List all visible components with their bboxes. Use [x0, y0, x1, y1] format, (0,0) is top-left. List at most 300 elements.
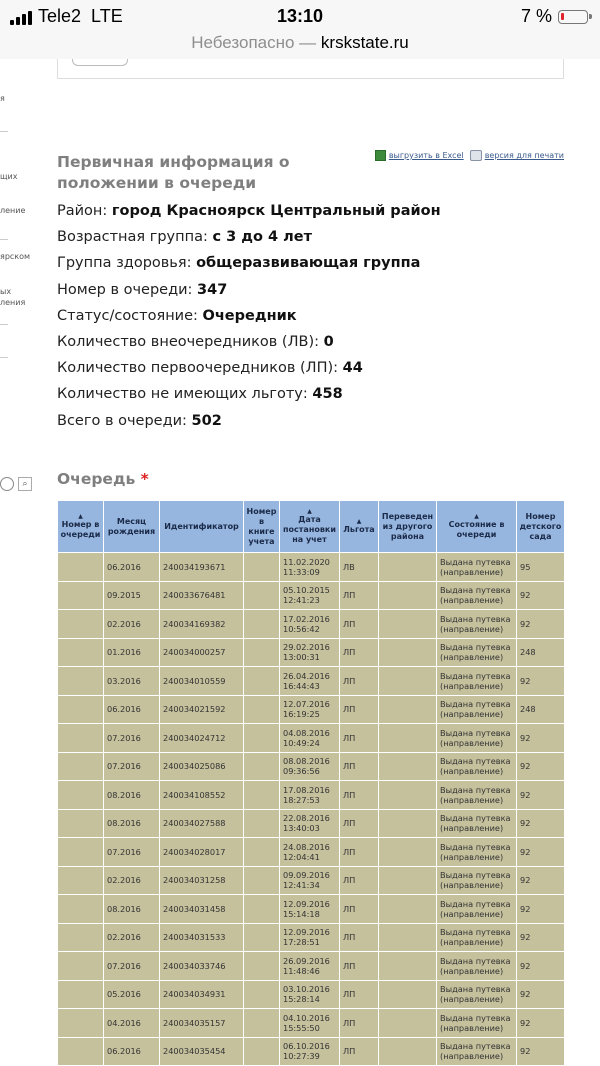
identifier-cell: 240034034931: [160, 980, 244, 1009]
kindergarten-number-cell: 248: [517, 638, 565, 667]
identifier-cell: 240034000257: [160, 638, 244, 667]
identifier-cell: 240034021592: [160, 695, 244, 724]
benefit-cell: ЛП: [340, 866, 379, 895]
column-header-label: Номер в очереди: [60, 519, 101, 539]
export-excel-label: выгрузить в Excel: [388, 151, 464, 160]
column-header: [244, 501, 280, 553]
queue-state-cell-line: Выдана путевка: [440, 670, 511, 681]
birth-month-cell: 05.2016: [104, 980, 160, 1009]
queue-number-cell: [58, 638, 104, 667]
registration-date-cell-line: 16:19:25: [283, 709, 320, 720]
queue-state-cell-line: Выдана путевка: [440, 984, 511, 995]
queue-state-cell: [437, 638, 517, 667]
queue-state-cell: [437, 866, 517, 895]
table-row: [58, 1037, 565, 1066]
queue-state-cell-line: (направление): [440, 680, 504, 691]
registration-date-cell-line: 12:41:34: [283, 880, 320, 891]
benefit-cell: ЛП: [340, 695, 379, 724]
table-body: [58, 553, 565, 1066]
registration-date-cell-line: 11:48:46: [283, 965, 320, 976]
sidebar-fragment[interactable]: ярском: [0, 252, 31, 261]
queue-state-cell: [437, 952, 517, 981]
info-value: с 3 до 4 лет: [212, 229, 312, 246]
column-header: [517, 501, 565, 553]
registration-date-cell-line: 12:04:41: [283, 851, 320, 862]
identifier-cell: 240034193671: [160, 553, 244, 582]
transferred-cell: [379, 781, 437, 810]
sidebar-divider: [0, 239, 8, 240]
url-host: krskstate.ru: [320, 33, 409, 52]
registration-date-cell-line: 18:27:53: [283, 794, 320, 805]
identifier-cell: 240034108552: [160, 781, 244, 810]
info-label: Номер в очереди:: [57, 281, 198, 298]
queue-number-cell: [58, 923, 104, 952]
book-number-cell: [244, 695, 280, 724]
table-row: [58, 553, 565, 582]
benefit-cell: ЛП: [340, 581, 379, 610]
registration-date-cell-line: 10:56:42: [283, 623, 320, 634]
info-label: Количество не имеющих льготу:: [57, 386, 313, 403]
identifier-cell: 240034010559: [160, 667, 244, 696]
benefit-cell: ЛП: [340, 1037, 379, 1066]
book-number-cell: [244, 809, 280, 838]
queue-number-cell: [58, 1037, 104, 1066]
registration-date-cell-line: 26.09.2016: [283, 955, 330, 966]
identifier-cell: 240034028017: [160, 838, 244, 867]
birth-month-cell: 07.2016: [104, 724, 160, 753]
book-number-cell: [244, 1037, 280, 1066]
book-number-cell: [244, 923, 280, 952]
sidebar-divider: [0, 357, 8, 358]
registration-date-cell-line: 05.10.2015: [283, 585, 330, 596]
registration-date-cell-line: 11:33:09: [283, 566, 320, 577]
queue-state-cell-line: Выдана путевка: [440, 898, 511, 909]
identifier-cell: 240034035157: [160, 1009, 244, 1038]
queue-state-cell-line: (направление): [440, 766, 504, 777]
circle-button[interactable]: [0, 477, 14, 491]
registration-date-cell: [280, 553, 340, 582]
sidebar-fragment[interactable]: ых: [0, 287, 12, 296]
info-value: 44: [342, 360, 363, 377]
page-title: Первичная информация о положении в очереди: [57, 153, 290, 192]
queue-state-cell-line: Выдана путевка: [440, 585, 511, 596]
registration-date-cell-line: 29.02.2016: [283, 642, 330, 653]
book-number-cell: [244, 553, 280, 582]
registration-date-cell-line: 15:14:18: [283, 908, 320, 919]
benefit-cell: ЛП: [340, 952, 379, 981]
column-header: [160, 501, 244, 553]
info-value: 502: [191, 412, 222, 429]
benefit-cell: ЛП: [340, 724, 379, 753]
column-header-label: Номер детского сада: [519, 511, 562, 541]
kindergarten-number-cell: 92: [517, 838, 565, 867]
birth-month-cell: 06.2016: [104, 1037, 160, 1066]
registration-date-cell-line: 08.08.2016: [283, 756, 330, 767]
birth-month-cell: 02.2016: [104, 923, 160, 952]
queue-state-cell-line: (направление): [440, 1051, 504, 1062]
table-header-row: [58, 501, 565, 553]
registration-date-cell-line: 22.08.2016: [283, 813, 330, 824]
column-header[interactable]: [340, 501, 379, 553]
book-number-cell: [244, 980, 280, 1009]
transferred-cell: [379, 980, 437, 1009]
queue-number-cell: [58, 952, 104, 981]
queue-state-cell: [437, 752, 517, 781]
benefit-cell: ЛП: [340, 610, 379, 639]
identifier-cell: 240033676481: [160, 581, 244, 610]
kindergarten-number-cell: 92: [517, 752, 565, 781]
queue-state-cell-line: Выдана путевка: [440, 642, 511, 653]
registration-date-cell: [280, 866, 340, 895]
queue-number-cell: [58, 781, 104, 810]
identifier-cell: 240034027588: [160, 809, 244, 838]
info-age-group: [57, 229, 577, 255]
transferred-cell: [379, 695, 437, 724]
registration-date-cell-line: 04.10.2016: [283, 1012, 330, 1023]
queue-number-cell: [58, 838, 104, 867]
info-queue-number: [57, 282, 577, 308]
print-version-link[interactable]: [470, 150, 564, 161]
registration-date-cell-line: 12.07.2016: [283, 699, 330, 710]
registration-date-cell-line: 09.09.2016: [283, 870, 330, 881]
table-row: [58, 752, 565, 781]
table-row: [58, 866, 565, 895]
birth-month-cell: 07.2016: [104, 752, 160, 781]
transferred-cell: [379, 923, 437, 952]
transferred-cell: [379, 553, 437, 582]
queue-state-cell: [437, 838, 517, 867]
registration-date-cell-line: 24.08.2016: [283, 841, 330, 852]
kindergarten-number-cell: 92: [517, 610, 565, 639]
birth-month-cell: 03.2016: [104, 667, 160, 696]
queue-state-cell: [437, 895, 517, 924]
queue-title: [57, 470, 149, 488]
queue-state-cell-line: Выдана путевка: [440, 756, 511, 767]
table-row: [58, 838, 565, 867]
queue-state-cell: [437, 809, 517, 838]
queue-state-cell-line: (направление): [440, 566, 504, 577]
queue-state-cell: [437, 581, 517, 610]
column-header[interactable]: [437, 501, 517, 553]
queue-state-cell-line: Выдана путевка: [440, 727, 511, 738]
book-number-cell: [244, 724, 280, 753]
benefit-cell: ЛП: [340, 638, 379, 667]
registration-date-cell-line: 11.02.2020: [283, 556, 330, 567]
kindergarten-number-cell: 92: [517, 781, 565, 810]
column-header-label: Льгота: [343, 524, 375, 534]
registration-date-cell-line: 17.08.2016: [283, 784, 330, 795]
registration-date-cell: [280, 952, 340, 981]
birth-month-cell: 06.2016: [104, 695, 160, 724]
column-header: [379, 501, 437, 553]
identifier-cell: 240034024712: [160, 724, 244, 753]
registration-date-cell: [280, 1009, 340, 1038]
registration-date-cell: [280, 752, 340, 781]
sort-arrow-icon[interactable]: ▲: [78, 512, 83, 520]
queue-number-cell: [58, 581, 104, 610]
registration-date-cell-line: 03.10.2016: [283, 984, 330, 995]
birth-month-cell: 01.2016: [104, 638, 160, 667]
identifier-cell: 240034031258: [160, 866, 244, 895]
queue-number-cell: [58, 752, 104, 781]
queue-state-cell-line: (направление): [440, 937, 504, 948]
table-row: [58, 895, 565, 924]
sort-arrow-icon[interactable]: ▲: [356, 517, 362, 525]
registration-date-cell-line: 10:49:24: [283, 737, 320, 748]
info-label: Район:: [57, 203, 112, 219]
book-number-cell: [244, 781, 280, 810]
benefit-cell: ЛП: [340, 667, 379, 696]
benefit-cell: ЛП: [340, 1009, 379, 1038]
info-label: Количество внеочередников (ЛВ):: [57, 333, 324, 350]
registration-date-cell: [280, 923, 340, 952]
benefit-cell: ЛП: [340, 838, 379, 867]
birth-month-cell: 09.2015: [104, 581, 160, 610]
table-row: [58, 581, 565, 610]
book-number-cell: [244, 581, 280, 610]
registration-date-cell: [280, 610, 340, 639]
birth-month-cell: 08.2016: [104, 781, 160, 810]
transferred-cell: [379, 638, 437, 667]
queue-state-cell-line: (направление): [440, 623, 504, 634]
sidebar-fragment[interactable]: ления: [0, 298, 26, 307]
birth-month-cell: 08.2016: [104, 895, 160, 924]
info-value: 0: [323, 333, 334, 350]
identifier-cell: 240034031533: [160, 923, 244, 952]
queue-table: [57, 500, 565, 1066]
column-header-label: Месяц рождения: [107, 516, 156, 536]
birth-month-cell: 07.2016: [104, 838, 160, 867]
transferred-cell: [379, 1009, 437, 1038]
queue-state-cell: [437, 610, 517, 639]
sidebar-fragment[interactable]: ление: [0, 206, 26, 215]
status-right: [521, 6, 588, 27]
queue-number-cell: [58, 667, 104, 696]
book-number-cell: [244, 952, 280, 981]
required-mark: *: [140, 470, 149, 488]
registration-date-cell: [280, 667, 340, 696]
registration-date-cell-line: 15:28:14: [283, 994, 320, 1005]
table-row: [58, 638, 565, 667]
benefit-cell: ЛП: [340, 895, 379, 924]
clock: 13:10: [276, 6, 324, 26]
registration-date-cell: [280, 695, 340, 724]
queue-state-cell-line: (направление): [440, 965, 504, 976]
identifier-cell: 240034031458: [160, 895, 244, 924]
table-row: [58, 980, 565, 1009]
benefit-cell: ЛП: [340, 781, 379, 810]
info-value: 347: [197, 281, 228, 298]
registration-date-cell-line: 12.09.2016: [283, 898, 330, 909]
registration-date-cell-line: 26.04.2016: [283, 670, 330, 681]
registration-date-cell-line: 04.08.2016: [283, 727, 330, 738]
queue-state-cell: [437, 980, 517, 1009]
search-icon[interactable]: ⌕: [18, 477, 32, 491]
transferred-cell: [379, 866, 437, 895]
kindergarten-number-cell: 92: [517, 923, 565, 952]
column-header-label: Идентификатор: [164, 521, 239, 531]
top-panel: [57, 59, 564, 79]
identifier-cell: 240034033746: [160, 952, 244, 981]
queue-number-cell: [58, 695, 104, 724]
transferred-cell: [379, 1037, 437, 1066]
queue-state-cell-line: Выдана путевка: [440, 841, 511, 852]
birth-month-cell: 04.2016: [104, 1009, 160, 1038]
queue-state-cell: [437, 1037, 517, 1066]
book-number-cell: [244, 667, 280, 696]
registration-date-cell: [280, 809, 340, 838]
book-number-cell: [244, 638, 280, 667]
queue-state-cell-line: Выдана путевка: [440, 955, 511, 966]
identifier-cell: 240034035454: [160, 1037, 244, 1066]
registration-date-cell: [280, 781, 340, 810]
kindergarten-number-cell: 95: [517, 553, 565, 582]
kindergarten-number-cell: 92: [517, 895, 565, 924]
registration-date-cell-line: 13:00:31: [283, 652, 320, 663]
battery-icon: [558, 10, 588, 24]
queue-number-cell: [58, 1009, 104, 1038]
kindergarten-number-cell: 92: [517, 1009, 565, 1038]
column-header[interactable]: [280, 501, 340, 553]
queue-state-cell: [437, 923, 517, 952]
queue-state-cell: [437, 695, 517, 724]
sidebar-divider: [0, 324, 8, 325]
info-district: [57, 203, 577, 229]
queue-state-cell-line: Выдана путевка: [440, 813, 511, 824]
queue-state-cell-line: Выдана путевка: [440, 699, 511, 710]
queue-state-cell-line: (направление): [440, 794, 504, 805]
kindergarten-number-cell: 92: [517, 980, 565, 1009]
queue-state-cell-line: (направление): [440, 709, 504, 720]
transferred-cell: [379, 724, 437, 753]
kindergarten-number-cell: 92: [517, 667, 565, 696]
queue-number-cell: [58, 895, 104, 924]
info-value: общеразвивающая группа: [196, 255, 421, 272]
queue-state-cell-line: (направление): [440, 994, 504, 1005]
birth-month-cell: 08.2016: [104, 809, 160, 838]
queue-number-cell: [58, 866, 104, 895]
registration-date-cell: [280, 724, 340, 753]
transferred-cell: [379, 809, 437, 838]
queue-state-cell-line: Выдана путевка: [440, 870, 511, 881]
queue-state-cell: [437, 667, 517, 696]
queue-state-cell: [437, 1009, 517, 1038]
queue-number-cell: [58, 724, 104, 753]
print-version-label: версия для печати: [484, 151, 564, 160]
sidebar-fragment[interactable]: щих: [0, 172, 18, 181]
info-label: Возрастная группа:: [57, 229, 213, 246]
registration-date-cell-line: 13:40:03: [283, 823, 320, 834]
book-number-cell: [244, 610, 280, 639]
queue-state-cell: [437, 553, 517, 582]
sidebar-divider: [0, 131, 8, 132]
sidebar-fragment[interactable]: я: [0, 94, 5, 103]
transferred-cell: [379, 581, 437, 610]
sort-arrow-icon[interactable]: ▲: [307, 507, 312, 515]
queue-state-cell-line: (направление): [440, 880, 504, 891]
info-label: Группа здоровья:: [57, 255, 197, 272]
birth-month-cell: 02.2016: [104, 866, 160, 895]
registration-date-cell: [280, 980, 340, 1009]
registration-date-cell-line: 16:44:43: [283, 680, 320, 691]
sort-arrow-icon[interactable]: ▲: [474, 512, 479, 520]
book-number-cell: [244, 752, 280, 781]
queue-number-cell: [58, 610, 104, 639]
column-header[interactable]: [58, 501, 104, 553]
export-excel-link[interactable]: [375, 150, 464, 161]
column-header-label: Дата постановки на учет: [283, 514, 336, 544]
book-number-cell: [244, 838, 280, 867]
address-bar[interactable]: [0, 33, 600, 59]
table-row: [58, 923, 565, 952]
benefit-cell: ЛВ: [340, 553, 379, 582]
table-row: [58, 667, 565, 696]
queue-state-cell-line: (направление): [440, 1022, 504, 1033]
queue-state-cell-line: (направление): [440, 823, 504, 834]
carrier-label: Tele2: [38, 6, 82, 26]
insecure-label: Небезопасно —: [191, 33, 317, 52]
queue-state-cell-line: Выдана путевка: [440, 556, 511, 567]
birth-month-cell: 02.2016: [104, 610, 160, 639]
printer-icon: [470, 150, 482, 161]
registration-date-cell-line: 17:28:51: [283, 937, 320, 948]
table-row: [58, 809, 565, 838]
info-label: Всего в очереди:: [57, 412, 192, 429]
book-number-cell: [244, 866, 280, 895]
registration-date-cell-line: 09:36:56: [283, 766, 320, 777]
queue-state-cell-line: (направление): [440, 652, 504, 663]
queue-state-cell-line: (направление): [440, 595, 504, 606]
book-number-cell: [244, 1009, 280, 1038]
registration-date-cell: [280, 838, 340, 867]
registration-date-cell-line: 15:55:50: [283, 1022, 320, 1033]
table-row: [58, 781, 565, 810]
transferred-cell: [379, 838, 437, 867]
info-status: [57, 308, 577, 334]
benefit-cell: ЛП: [340, 752, 379, 781]
transferred-cell: [379, 895, 437, 924]
queue-state-cell-line: (направление): [440, 908, 504, 919]
table-row: [58, 610, 565, 639]
column-header-label: Номер в книге учета: [246, 506, 277, 546]
transferred-cell: [379, 610, 437, 639]
queue-state-cell-line: Выдана путевка: [440, 613, 511, 624]
kindergarten-number-cell: 248: [517, 695, 565, 724]
birth-month-cell: 07.2016: [104, 952, 160, 981]
info-health-group: [57, 255, 577, 281]
queue-number-cell: [58, 553, 104, 582]
info-value: город Красноярск Центральный район: [111, 203, 441, 219]
table-row: [58, 952, 565, 981]
tab-pill[interactable]: [72, 59, 128, 66]
column-header-label: Переведен из другого района: [381, 511, 434, 541]
table-row: [58, 695, 565, 724]
transferred-cell: [379, 667, 437, 696]
queue-state-cell-line: (направление): [440, 851, 504, 862]
benefit-cell: ЛП: [340, 923, 379, 952]
sidebar-controls: [0, 477, 32, 491]
info-value: Очередник: [202, 307, 297, 324]
queue-state-cell: [437, 781, 517, 810]
kindergarten-number-cell: 92: [517, 809, 565, 838]
queue-state-cell-line: Выдана путевка: [440, 927, 511, 938]
book-number-cell: [244, 895, 280, 924]
column-header: [104, 501, 160, 553]
export-links: [375, 150, 564, 161]
benefit-cell: ЛП: [340, 980, 379, 1009]
registration-date-cell: [280, 895, 340, 924]
column-header-label: Состояние в очереди: [448, 519, 505, 539]
